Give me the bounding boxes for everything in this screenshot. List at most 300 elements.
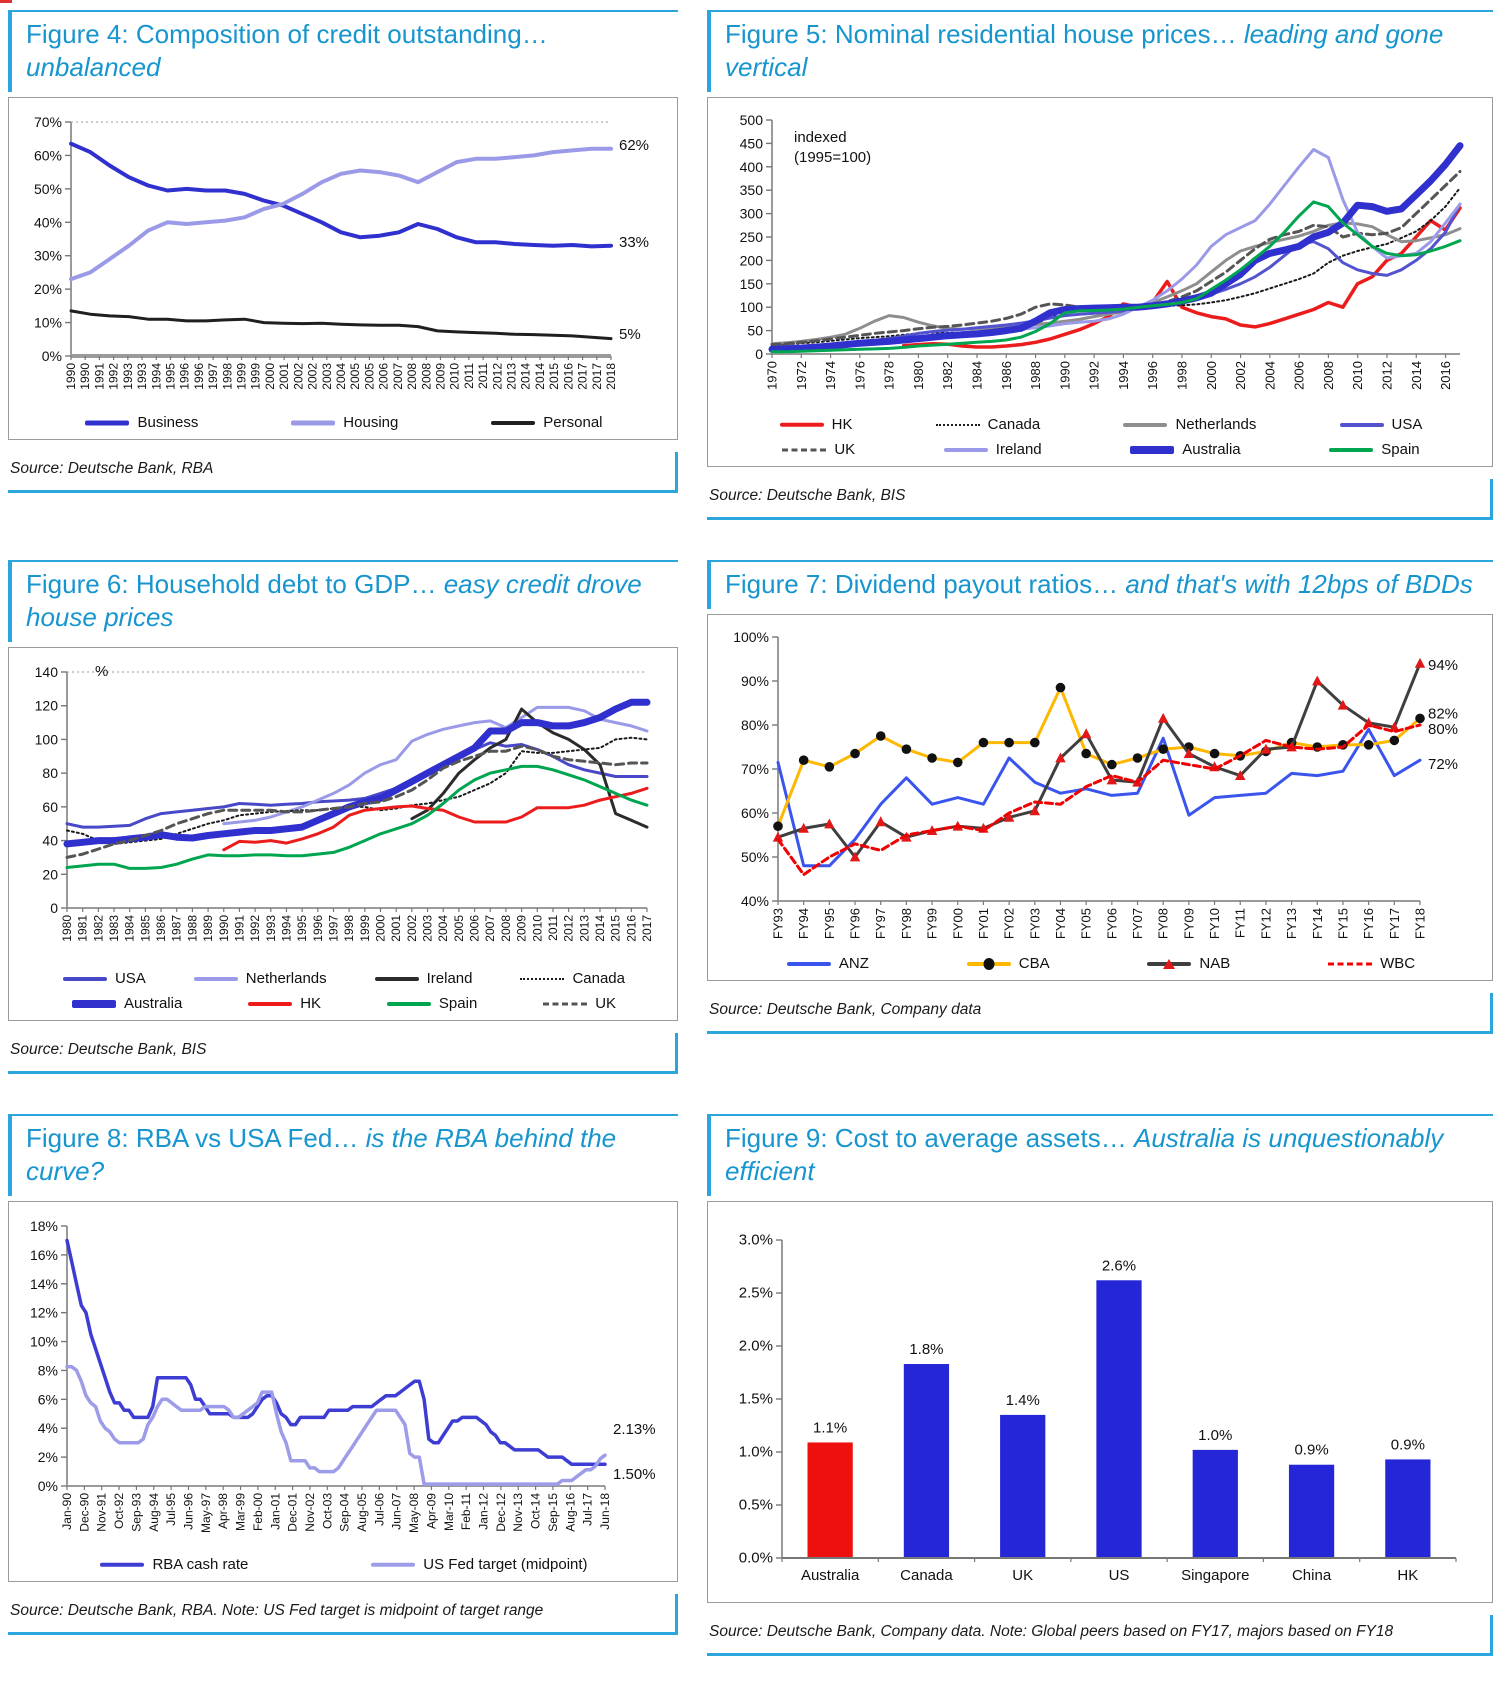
- y-tick-label: 80%: [740, 717, 769, 734]
- legend-label: USA: [1391, 416, 1423, 434]
- x-tick-label: Aug-05: [355, 1493, 369, 1532]
- x-tick-label: Sep-93: [129, 1493, 144, 1532]
- marker-circle: [1081, 749, 1091, 759]
- x-tick-label: 2000: [1203, 361, 1219, 390]
- bar-uk: [1000, 1415, 1045, 1558]
- series-usa: [772, 204, 1460, 347]
- end-value-label: 2.13%: [613, 1421, 656, 1439]
- legend-line: [375, 977, 419, 981]
- legend-line: [780, 422, 824, 427]
- x-tick-label: 2003: [420, 915, 435, 942]
- y-tick-label: 20%: [33, 281, 62, 298]
- series-us-fed-target-(midpoint): [67, 1367, 605, 1484]
- figure-grid: [8, 10, 1493, 1656]
- legend-item-nab: [1147, 955, 1230, 972]
- bar-category-label: Australia: [800, 1567, 860, 1585]
- x-tick-label: 2017: [575, 363, 590, 390]
- y-tick-label: 50%: [33, 180, 62, 197]
- x-tick-label: 1983: [107, 915, 121, 942]
- x-tick-label: 2011: [476, 363, 491, 389]
- x-tick-label: 2008: [405, 363, 420, 390]
- y-tick-label: 14%: [29, 1275, 58, 1292]
- x-tick-label: FY12: [1258, 908, 1274, 940]
- fig6-plot: [15, 658, 663, 962]
- x-tick-label: FY07: [1130, 908, 1145, 940]
- x-tick-label: Sep-04: [337, 1493, 352, 1532]
- marker-circle: [953, 758, 963, 768]
- series-wbc: [778, 725, 1420, 875]
- x-tick-label: Dec-01: [285, 1493, 300, 1532]
- x-tick-label: FY09: [1181, 908, 1197, 940]
- x-tick-label: FY10: [1207, 908, 1223, 940]
- x-tick-label: 2012: [561, 915, 576, 942]
- x-tick-label: 1972: [793, 361, 809, 390]
- x-tick-label: 1995: [295, 915, 310, 942]
- legend-line: [1329, 448, 1373, 452]
- legend-line: [63, 977, 107, 981]
- legend-item-personal: [491, 414, 602, 431]
- figure-7-title: [707, 560, 1493, 609]
- x-tick-label: 2006: [467, 915, 482, 942]
- marker-circle: [876, 731, 886, 741]
- marker-circle: [1030, 738, 1040, 748]
- bar-category-label: China: [1291, 1567, 1332, 1585]
- legend-swatch: [967, 956, 1011, 972]
- figure-7-chart: [707, 614, 1493, 981]
- y-tick-label: 70%: [33, 114, 62, 131]
- y-tick-label: 140: [34, 664, 58, 681]
- x-tick-label: FY93: [770, 908, 786, 940]
- y-tick-label: 150: [739, 275, 763, 292]
- x-tick-label: 2017: [589, 363, 604, 390]
- x-tick-label: 1982: [940, 361, 956, 390]
- x-tick-label: 1980: [910, 361, 926, 390]
- x-tick-label: 2014: [518, 363, 533, 390]
- figure-9-source: [707, 1615, 1493, 1656]
- x-tick-label: FY17: [1386, 908, 1402, 940]
- fig4-plot: [15, 108, 663, 406]
- x-tick-label: 2007: [483, 915, 498, 942]
- x-tick-label: 2015: [547, 363, 562, 390]
- x-tick-label: Nov-91: [94, 1493, 109, 1532]
- x-tick-label: FY96: [847, 908, 863, 940]
- x-tick-label: 1988: [1028, 361, 1044, 390]
- y-tick-label: 30%: [33, 247, 62, 264]
- fig6-legend-row: [15, 970, 673, 987]
- y-tick-label: 250: [739, 229, 763, 246]
- x-tick-label: 1978: [881, 361, 897, 390]
- y-tick-label: 100%: [733, 629, 769, 646]
- x-tick-label: 1994: [1115, 361, 1131, 390]
- legend-swatch: [85, 415, 129, 431]
- legend-line: [1123, 423, 1167, 427]
- x-tick-label: 1990: [78, 363, 93, 390]
- x-tick-label: FY06: [1104, 908, 1120, 940]
- x-tick-label: 2002: [305, 363, 320, 390]
- figure-9-title: [707, 1114, 1493, 1196]
- legend-swatch: [1328, 956, 1372, 972]
- x-tick-label: 2014: [532, 363, 547, 390]
- y-tick-label: 2.5%: [738, 1284, 773, 1302]
- legend-item-us-fed-target-(midpoint): [371, 1556, 587, 1573]
- y-tick-label: 10%: [33, 314, 62, 331]
- x-tick-label: 1998: [220, 363, 235, 390]
- y-tick-label: 0.5%: [738, 1496, 773, 1514]
- x-tick-label: Jan-90: [60, 1493, 74, 1530]
- x-tick-label: Aug-16: [563, 1493, 578, 1532]
- x-tick-label: 2012: [490, 363, 505, 390]
- x-tick-label: 2016: [1438, 361, 1454, 390]
- x-tick-label: 2005: [451, 915, 466, 942]
- legend-label: CBA: [1018, 955, 1050, 973]
- y-tick-label: 50: [747, 322, 763, 339]
- legend-label: US Fed target (midpoint): [423, 1556, 588, 1574]
- y-tick-label: 20: [42, 866, 58, 883]
- marker-circle: [825, 762, 835, 772]
- x-tick-label: 1981: [75, 915, 90, 942]
- x-tick-label: 1980: [60, 915, 74, 942]
- bar-value-label: 1.1%: [813, 1419, 848, 1437]
- x-tick-label: FY08: [1155, 908, 1171, 940]
- bar-category-label: UK: [1012, 1567, 1034, 1585]
- legend-line: [491, 421, 535, 425]
- bar-value-label: 0.9%: [1294, 1441, 1329, 1459]
- x-tick-label: 1984: [969, 361, 985, 390]
- figure-9-title-em: Australia is unquestionably efficient: [725, 1123, 1444, 1187]
- fig4-legend-row: [15, 414, 673, 431]
- fig8-plot: [15, 1212, 663, 1548]
- bar-china: [1289, 1465, 1334, 1558]
- legend-line: [387, 1002, 431, 1006]
- x-tick-label: 1990: [216, 915, 231, 942]
- legend-label: NAB: [1199, 955, 1231, 973]
- x-tick-label: FY95: [821, 908, 837, 940]
- legend-swatch: [248, 996, 292, 1012]
- x-tick-label: 1984: [122, 915, 137, 942]
- y-tick-label: 0%: [41, 348, 62, 365]
- x-tick-label: Jan-01: [268, 1493, 283, 1530]
- legend-item-uk: [543, 995, 616, 1012]
- x-tick-label: Feb-00: [250, 1493, 265, 1532]
- x-tick-label: 2002: [1233, 361, 1249, 390]
- figure-5-source-text: Source: Deutsche Bank, BIS: [709, 487, 906, 505]
- x-tick-label: Jul-95: [164, 1493, 179, 1526]
- figure-6-source: [8, 1033, 678, 1074]
- x-tick-label: 2010: [1350, 361, 1366, 390]
- legend-label: Ireland: [426, 970, 473, 988]
- panel-figure-6: [8, 560, 678, 1074]
- bar-category-label: Singapore: [1181, 1567, 1250, 1585]
- fig6-legend-row: [15, 995, 673, 1012]
- legend-label: HK: [831, 416, 853, 434]
- end-value-label: 33%: [619, 233, 650, 251]
- legend-item-hk: [248, 995, 321, 1012]
- x-tick-label: 1999: [357, 915, 372, 942]
- legend-line: [100, 1562, 144, 1567]
- y-tick-label: 100: [739, 299, 763, 316]
- figure-7-title-em: and that's with 12bps of BDDs: [1125, 569, 1473, 600]
- legend-swatch: [1123, 417, 1167, 433]
- figure-4-source: [8, 452, 678, 493]
- marker-triangle: [1081, 728, 1091, 738]
- x-tick-label: Feb-11: [459, 1493, 474, 1531]
- marker-circle: [773, 821, 783, 831]
- x-tick-label: 2002: [404, 915, 419, 942]
- x-tick-label: 1986: [154, 915, 169, 942]
- legend-line: [194, 977, 238, 981]
- x-tick-label: 2012: [1379, 361, 1395, 390]
- x-tick-label: 2016: [624, 915, 639, 942]
- bar-us: [1096, 1280, 1141, 1558]
- legend-swatch: [1147, 956, 1191, 972]
- y-tick-label: 2%: [37, 1449, 58, 1466]
- y-tick-label: 400: [739, 158, 763, 175]
- legend-swatch: [543, 996, 587, 1012]
- x-tick-label: May-08: [407, 1493, 422, 1534]
- legend-item-anz: [787, 955, 869, 972]
- x-tick-label: 2013: [577, 915, 592, 942]
- bar-canada: [904, 1364, 949, 1558]
- legend-line: [85, 420, 129, 425]
- legend-line: [1328, 962, 1372, 965]
- legend-item-wbc: [1328, 955, 1415, 972]
- x-tick-label: 2018: [604, 363, 618, 390]
- marker-circle: [902, 744, 912, 754]
- x-tick-label: 2015: [608, 915, 623, 942]
- x-tick-label: 1992: [248, 915, 263, 942]
- bar-category-label: HK: [1397, 1567, 1419, 1585]
- x-tick-label: 2001: [389, 915, 404, 942]
- y-tick-label: 450: [739, 135, 763, 152]
- x-tick-label: 2010: [447, 363, 462, 390]
- y-tick-label: 60: [42, 798, 58, 815]
- legend-swatch: [291, 415, 335, 431]
- legend-swatch: [1130, 442, 1174, 458]
- bar-value-label: 1.4%: [1005, 1391, 1040, 1409]
- x-tick-label: Jan-12: [476, 1493, 491, 1530]
- figure-4-title-main: Figure 4: Composition of credit outstanding…: [26, 19, 548, 49]
- end-value-label: 80%: [1428, 720, 1459, 738]
- y-tick-label: 60%: [740, 805, 769, 822]
- x-tick-label: FY98: [898, 908, 914, 940]
- legend-line: [291, 420, 335, 425]
- bar-value-label: 2.6%: [1101, 1257, 1137, 1275]
- legend-item-australia: [72, 995, 182, 1012]
- x-tick-label: Jun-07: [389, 1493, 404, 1530]
- x-tick-label: 2004: [1262, 361, 1278, 390]
- x-tick-label: 2008: [419, 363, 434, 390]
- y-tick-label: 3.0%: [738, 1231, 773, 1249]
- x-tick-label: 1997: [206, 363, 221, 390]
- x-tick-label: Jun-96: [181, 1493, 196, 1530]
- y-tick-label: 100: [34, 731, 58, 748]
- panel-figure-4: [8, 10, 678, 520]
- figure-5-source: [707, 479, 1493, 520]
- legend-item-canada: [520, 970, 625, 987]
- fig7-plot: [714, 625, 1478, 947]
- legend-swatch: [787, 956, 831, 972]
- figure-5-title-em: leading and gone vertical: [725, 19, 1444, 83]
- end-value-label: 82%: [1428, 705, 1459, 723]
- y-tick-label: 70%: [740, 761, 769, 778]
- legend-line: [936, 424, 980, 426]
- legend-label: Canada: [572, 970, 625, 988]
- x-tick-label: FY97: [873, 908, 889, 940]
- x-tick-label: FY14: [1309, 908, 1325, 940]
- x-tick-label: 2017: [640, 915, 654, 942]
- series-usa: [67, 743, 647, 827]
- figure-6-title: [8, 560, 678, 642]
- x-tick-label: 1982: [91, 915, 106, 942]
- figure-6-title-em: easy credit drove house prices: [26, 569, 642, 633]
- x-tick-label: 1991: [92, 363, 107, 390]
- marker-circle: [1133, 753, 1143, 763]
- x-tick-label: 1999: [248, 363, 263, 390]
- bar-category-label: US: [1108, 1567, 1130, 1585]
- bar-hk: [1385, 1460, 1430, 1559]
- marker-circle: [799, 755, 809, 765]
- figure-8-title-main: Figure 8: RBA vs USA Fed…: [26, 1123, 359, 1154]
- y-tick-label: 350: [739, 182, 763, 199]
- legend-item-uk: [782, 441, 855, 458]
- bar-value-label: 1.0%: [1198, 1426, 1233, 1444]
- marker-circle: [1158, 744, 1168, 754]
- page-edge-mark: [0, 0, 12, 3]
- legend-label: Ireland: [995, 441, 1042, 459]
- fig5-legend-row: [714, 441, 1488, 458]
- series-uk: [772, 172, 1460, 345]
- legend-line: [72, 1000, 116, 1008]
- x-tick-label: 1987: [169, 915, 184, 942]
- legend-swatch: [780, 417, 824, 433]
- legend-label: USA: [114, 970, 146, 988]
- x-tick-label: 1990: [1057, 361, 1073, 390]
- marker-circle: [1415, 714, 1425, 724]
- legend-label: WBC: [1380, 955, 1416, 973]
- y-tick-label: 40: [42, 832, 58, 849]
- bar-australia: [808, 1443, 853, 1559]
- legend-line: [1130, 446, 1174, 454]
- x-tick-label: 2008: [498, 915, 513, 942]
- legend-line: [371, 1562, 415, 1567]
- x-tick-label: 2004: [334, 363, 348, 390]
- series-australia: [772, 146, 1460, 350]
- x-tick-label: Apr-98: [216, 1493, 231, 1530]
- legend-swatch: [63, 971, 107, 987]
- figure-6-chart: [8, 647, 678, 1021]
- legend-item-netherlands: [1123, 416, 1256, 433]
- y-tick-label: 200: [739, 252, 763, 269]
- y-tick-label: 1.5%: [738, 1390, 773, 1408]
- series-personal: [71, 311, 611, 339]
- end-value-label: 5%: [619, 325, 641, 343]
- bar-value-label: 0.9%: [1390, 1436, 1425, 1454]
- x-tick-label: Mar-10: [441, 1493, 456, 1532]
- x-tick-label: 2008: [1320, 361, 1336, 390]
- x-tick-label: 1986: [998, 361, 1014, 390]
- x-tick-label: 2005: [348, 363, 363, 390]
- x-tick-label: 1993: [135, 363, 150, 390]
- end-value-label: 1.50%: [613, 1466, 656, 1484]
- marker-circle: [927, 753, 937, 763]
- marker-circle: [1210, 749, 1220, 759]
- plot-annotation: (1995=100): [794, 149, 872, 167]
- bar-singapore: [1193, 1450, 1238, 1558]
- legend-item-hk: [780, 416, 853, 433]
- legend-label: Spain: [438, 995, 478, 1013]
- x-tick-label: 1995: [163, 363, 178, 390]
- x-tick-label: 1996: [191, 363, 206, 390]
- x-tick-label: 1989: [201, 915, 216, 942]
- legend-label: Netherlands: [1175, 416, 1257, 434]
- legend-line: [787, 962, 831, 966]
- marker-triangle: [1312, 676, 1322, 686]
- figure-7-source: [707, 993, 1493, 1034]
- x-tick-label: FY04: [1053, 908, 1068, 940]
- series-housing: [71, 149, 611, 279]
- x-tick-label: FY16: [1361, 908, 1377, 940]
- x-tick-label: 1985: [138, 915, 153, 942]
- fig8-legend-row: [15, 1556, 673, 1573]
- legend-item-business: [85, 414, 198, 431]
- y-tick-label: 500: [739, 112, 763, 129]
- x-tick-label: 1996: [177, 363, 192, 390]
- x-tick-label: FY18: [1412, 908, 1428, 940]
- fig5-legend-row: [714, 416, 1488, 433]
- x-tick-label: 1970: [764, 361, 780, 390]
- figure-5-chart: [707, 97, 1493, 467]
- x-tick-label: Oct-03: [320, 1493, 335, 1530]
- figure-7-title-main: Figure 7: Dividend payout ratios…: [725, 569, 1119, 600]
- legend-marker-triangle: [1163, 959, 1175, 969]
- x-tick-label: Nov-02: [303, 1493, 317, 1532]
- series-canada: [67, 738, 647, 844]
- panel-figure-7: [707, 560, 1493, 1074]
- bar-value-label: 1.8%: [909, 1341, 944, 1359]
- plot-annotation: indexed: [794, 129, 847, 147]
- y-tick-label: 12%: [29, 1304, 58, 1321]
- x-tick-label: Dec-12: [493, 1493, 508, 1532]
- x-tick-label: FY03: [1027, 908, 1043, 940]
- x-tick-label: FY15: [1335, 908, 1351, 940]
- y-tick-label: 10%: [29, 1333, 58, 1350]
- y-tick-label: 1.0%: [738, 1443, 773, 1461]
- figure-5-title: [707, 10, 1493, 92]
- legend-label: Australia: [1182, 441, 1241, 459]
- x-tick-label: FY02: [1001, 908, 1017, 940]
- x-tick-label: 1998: [1174, 361, 1190, 390]
- fig9-plot: [714, 1212, 1478, 1594]
- legend-label: Housing: [343, 414, 399, 432]
- legend-label: Personal: [543, 414, 603, 432]
- marker-circle: [850, 749, 860, 759]
- figure-9-source-text: Source: Deutsche Bank, Company data. Note: Global peers based on FY17, majors based on FY18: [709, 1623, 1394, 1641]
- x-tick-label: Oct-92: [112, 1493, 127, 1530]
- legend-item-spain: [387, 995, 477, 1012]
- x-tick-label: 1991: [232, 915, 247, 942]
- figure-6-source-text: Source: Deutsche Bank, BIS: [10, 1041, 207, 1059]
- y-tick-label: 0.0%: [738, 1549, 773, 1567]
- legend-swatch: [371, 1557, 415, 1573]
- end-value-label: 94%: [1428, 657, 1459, 675]
- legend-item-rba-cash-rate: [100, 1556, 248, 1573]
- marker-triangle: [1415, 658, 1425, 668]
- legend-swatch: [782, 442, 826, 458]
- y-tick-label: 120: [34, 697, 58, 714]
- x-tick-label: 1996: [310, 915, 325, 942]
- y-tick-label: 8%: [37, 1362, 58, 1379]
- marker-circle: [1056, 683, 1066, 693]
